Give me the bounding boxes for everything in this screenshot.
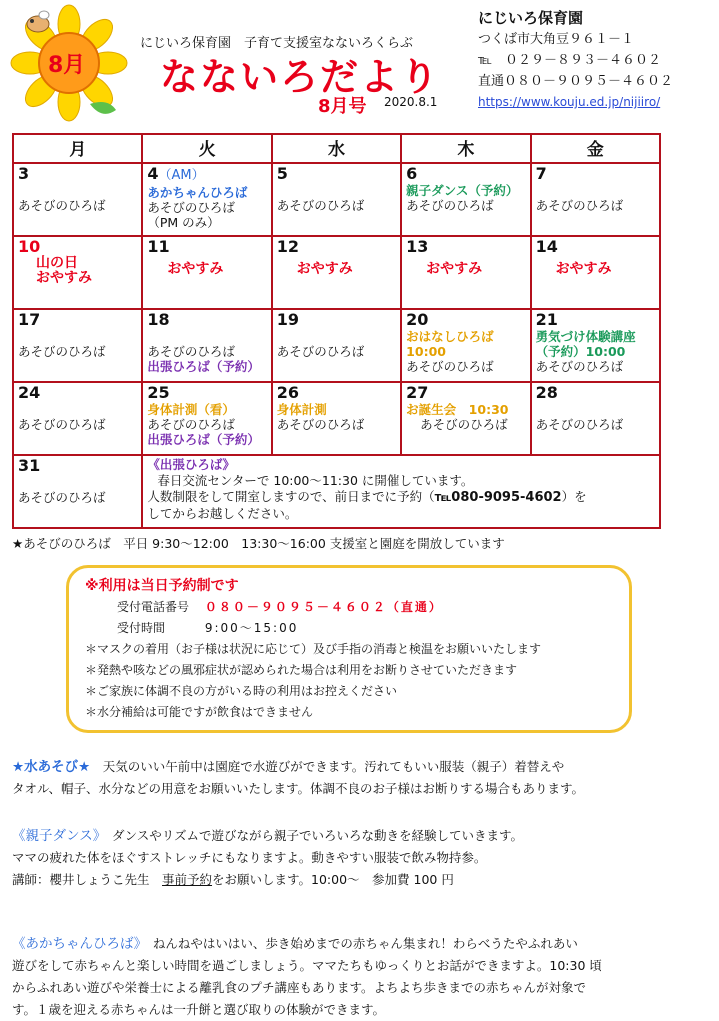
day-event: あそびのひろば — [420, 417, 508, 432]
calendar-day — [272, 382, 401, 455]
day-event: 出張ひろば（予約） — [147, 359, 260, 374]
outreach-note-line: 人数制限をして開室しますので、前日までに予約（℡080-9095-4602）を — [147, 489, 587, 505]
dance-text: ママの疲れた体をほぐすストレッチにもなりますよ。動きやすい服装で飲み物持参。 — [12, 850, 487, 865]
day-event: あそびのひろば — [18, 344, 106, 359]
bee-icon — [27, 11, 49, 32]
calendar-day — [142, 236, 271, 309]
day-event: あそびのひろば — [406, 198, 494, 213]
org-direct-tel: 直通０８０－９０９５－４６０２ — [478, 74, 674, 89]
baby-plaza-text: 遊びをして赤ちゃんと楽しい時間を過ごしましょう。ママたちもゆっくりとお話ができますよ。10:30 頃 — [12, 958, 602, 973]
day-number: 7 — [535, 164, 547, 183]
org-name: にじいろ保育園 — [478, 9, 584, 27]
dance-text: ダンスやリズムで遊びながら親子でいろいろな動きを経験していきます。 — [99, 828, 523, 843]
day-event: あそびのひろば — [535, 417, 624, 432]
day-event: あそびのひろば — [18, 417, 106, 432]
day-event: おやすみ — [296, 261, 353, 277]
calendar-day — [531, 382, 660, 455]
day-event: 親子ダンス（予約） — [406, 183, 519, 198]
calendar-week — [13, 309, 660, 382]
day-event: あそびのひろば — [147, 200, 235, 215]
day-event-time: （予約）10:00 — [535, 344, 626, 359]
day-number: 3 — [18, 164, 30, 183]
day-event: あそびのひろば — [18, 490, 106, 505]
calendar-day — [531, 309, 660, 382]
playroom-hours: ★あそびのひろば 平日 9:30～12:00 13:30～16:00 支援室と園庭を開放しています — [12, 536, 505, 551]
day-event: おやすみ — [555, 261, 612, 277]
calendar-day — [531, 236, 660, 309]
calendar-week — [13, 163, 660, 236]
reservation-rule: ＊発熱や咳などの風邪症状が認められた場合は利用をお断りさせていただきます — [85, 663, 518, 677]
day-number: 18 — [147, 310, 170, 329]
organization-info — [478, 8, 714, 113]
day-number: 21 — [535, 310, 558, 329]
day-number: 26 — [276, 383, 300, 402]
reservation-rule: ＊ご家族に体調不良の方がいる時の利用はお控えください — [85, 684, 398, 698]
day-number: 20 — [406, 310, 429, 329]
calendar-week — [13, 382, 660, 455]
water-play-text: 天気のいい午前中は園庭で水遊びができます。汚れてもいい服装（親子）着替えや — [90, 759, 565, 774]
day-event: 身体計測（看） — [147, 402, 235, 417]
day-event: あそびのひろば — [535, 198, 624, 213]
calendar-day — [13, 236, 142, 309]
issue-label: 8月号 — [318, 96, 367, 117]
org-address: つくば市大角豆９６１－１ — [478, 32, 635, 47]
calendar-day — [401, 309, 530, 382]
day-event: あそびのひろば — [147, 344, 235, 359]
calendar-day — [401, 236, 530, 309]
org-tel: ℡ ０２９－８９３－４６０２ — [478, 53, 661, 68]
day-number: 12 — [276, 237, 300, 256]
weekday-fri: 金 — [531, 134, 660, 163]
calendar-day — [13, 309, 142, 382]
day-number: 24 — [18, 383, 41, 402]
calendar-day — [13, 455, 142, 528]
day-event: 出張ひろば（予約） — [147, 432, 260, 447]
baby-plaza-text: す。１歳を迎える赤ちゃんは一升餅と選び取りの体験ができます。 — [12, 1002, 386, 1017]
dance-heading: 《親子ダンス》 — [12, 828, 100, 844]
day-number: 13 — [406, 237, 429, 256]
calendar-week — [13, 455, 660, 528]
day-event: あそびのひろば — [276, 344, 365, 359]
day-number: 5 — [276, 164, 288, 183]
day-event: おやすみ — [167, 261, 224, 277]
weekday-mon: 月 — [13, 134, 142, 163]
day-event: あそびのひろば — [535, 359, 624, 374]
weekday-wed: 水 — [272, 134, 401, 163]
month-badge: 8月 — [48, 53, 86, 78]
org-website-link[interactable]: https://www.kouju.ed.jp/nijiiro/ — [478, 95, 661, 109]
day-event: あかちゃんひろば — [147, 185, 248, 200]
day-number: 11 — [147, 237, 170, 256]
outreach-note — [142, 455, 660, 528]
water-play-text: タオル、帽子、水分などの用意をお願いいたします。体調不良のお子様はお断りする場合もあります。 — [12, 781, 585, 796]
calendar-day — [401, 382, 530, 455]
day-event: おやすみ — [426, 261, 483, 277]
calendar-day — [272, 163, 401, 236]
reservation-rule: ＊マスクの着用（お子様は状況に応じて）及び手指の消毒と検温をお願いいたします — [85, 642, 542, 656]
reservation-phone: 受付電話番号 ０８０－９０９５－４６０２（直通） — [117, 600, 443, 614]
day-number: 17 — [18, 310, 41, 329]
day-event: あそびのひろば — [406, 359, 494, 374]
weekday-thu: 木 — [401, 134, 530, 163]
water-play-heading: ★水あそび★ — [12, 759, 91, 775]
day-event: お誕生会 10:30 — [406, 402, 509, 417]
day-event: おやすみ — [36, 270, 92, 286]
day-number: 19 — [276, 310, 300, 329]
day-event: （PM のみ） — [147, 215, 220, 230]
calendar-day — [13, 382, 142, 455]
day-number: 25 — [147, 383, 170, 402]
header-subtitle: にじいろ保育園 子育て支援室なないろくらぶ — [140, 36, 414, 51]
baby-plaza-text: からふれあい遊びや栄養士による離乳食のプチ講座もあります。よちよち歩きまでの赤ちゃんが対象で — [12, 980, 587, 995]
day-number: 10 — [18, 237, 41, 256]
dance-section — [12, 825, 712, 891]
day-number: 31 — [18, 456, 41, 475]
day-event: あそびのひろば — [276, 198, 365, 213]
day-number: 4（AM） — [147, 164, 205, 183]
day-event: あそびのひろば — [18, 198, 106, 213]
reservation-title: ※利用は当日予約制です — [85, 578, 239, 594]
day-number: 28 — [535, 383, 558, 402]
baby-plaza-heading: 《あかちゃんひろば》 — [12, 936, 141, 952]
reservation-notice — [66, 565, 632, 733]
outreach-note-title: 《出張ひろば》 — [147, 457, 236, 472]
calendar-day — [531, 163, 660, 236]
august-calendar — [12, 133, 661, 529]
weekday-tue: 火 — [142, 134, 271, 163]
day-event: 勇気づけ体験講座 — [535, 329, 636, 344]
day-event: あそびのひろば — [276, 417, 365, 432]
outreach-note-line: 春日交流センターで 10:00～11:30 に開催しています。 — [157, 473, 474, 488]
calendar-day — [401, 163, 530, 236]
day-number: 14 — [535, 237, 558, 256]
day-number: 6 — [406, 164, 418, 183]
issue-date: 2020.8.1 — [384, 95, 438, 109]
weekday-header-row — [13, 134, 660, 163]
sunflower-logo — [10, 4, 128, 122]
calendar-day — [142, 309, 271, 382]
calendar-week — [13, 236, 660, 309]
day-event-time: 10:00 — [406, 344, 446, 359]
outreach-note-line: してからお越しください。 — [147, 506, 298, 521]
dance-text: 講師：櫻井しょうこ先生 事前予約をお願いします。10:00～ 参加費 100 円 — [12, 872, 454, 887]
water-play-section — [12, 756, 712, 800]
day-event: あそびのひろば — [147, 417, 235, 432]
calendar-day — [142, 163, 271, 236]
calendar-day — [272, 236, 401, 309]
holiday-name: 山の日 — [36, 255, 78, 271]
calendar-day — [13, 163, 142, 236]
calendar-day — [142, 382, 271, 455]
baby-plaza-section — [12, 933, 712, 1021]
day-event: 身体計測 — [276, 402, 327, 417]
reservation-rule: ＊水分補給は可能ですが飲食はできません — [85, 705, 314, 719]
calendar-day — [272, 309, 401, 382]
newsletter-title: なないろだより — [160, 55, 441, 99]
day-number: 27 — [406, 383, 429, 402]
reservation-time: 受付時間 9:00～15:00 — [117, 621, 299, 635]
day-event: おはなしひろば — [406, 329, 494, 344]
baby-plaza-text: ねんねやはいはい、歩き始めまでの赤ちゃん集まれ！わらべうたやふれあい — [140, 936, 578, 951]
